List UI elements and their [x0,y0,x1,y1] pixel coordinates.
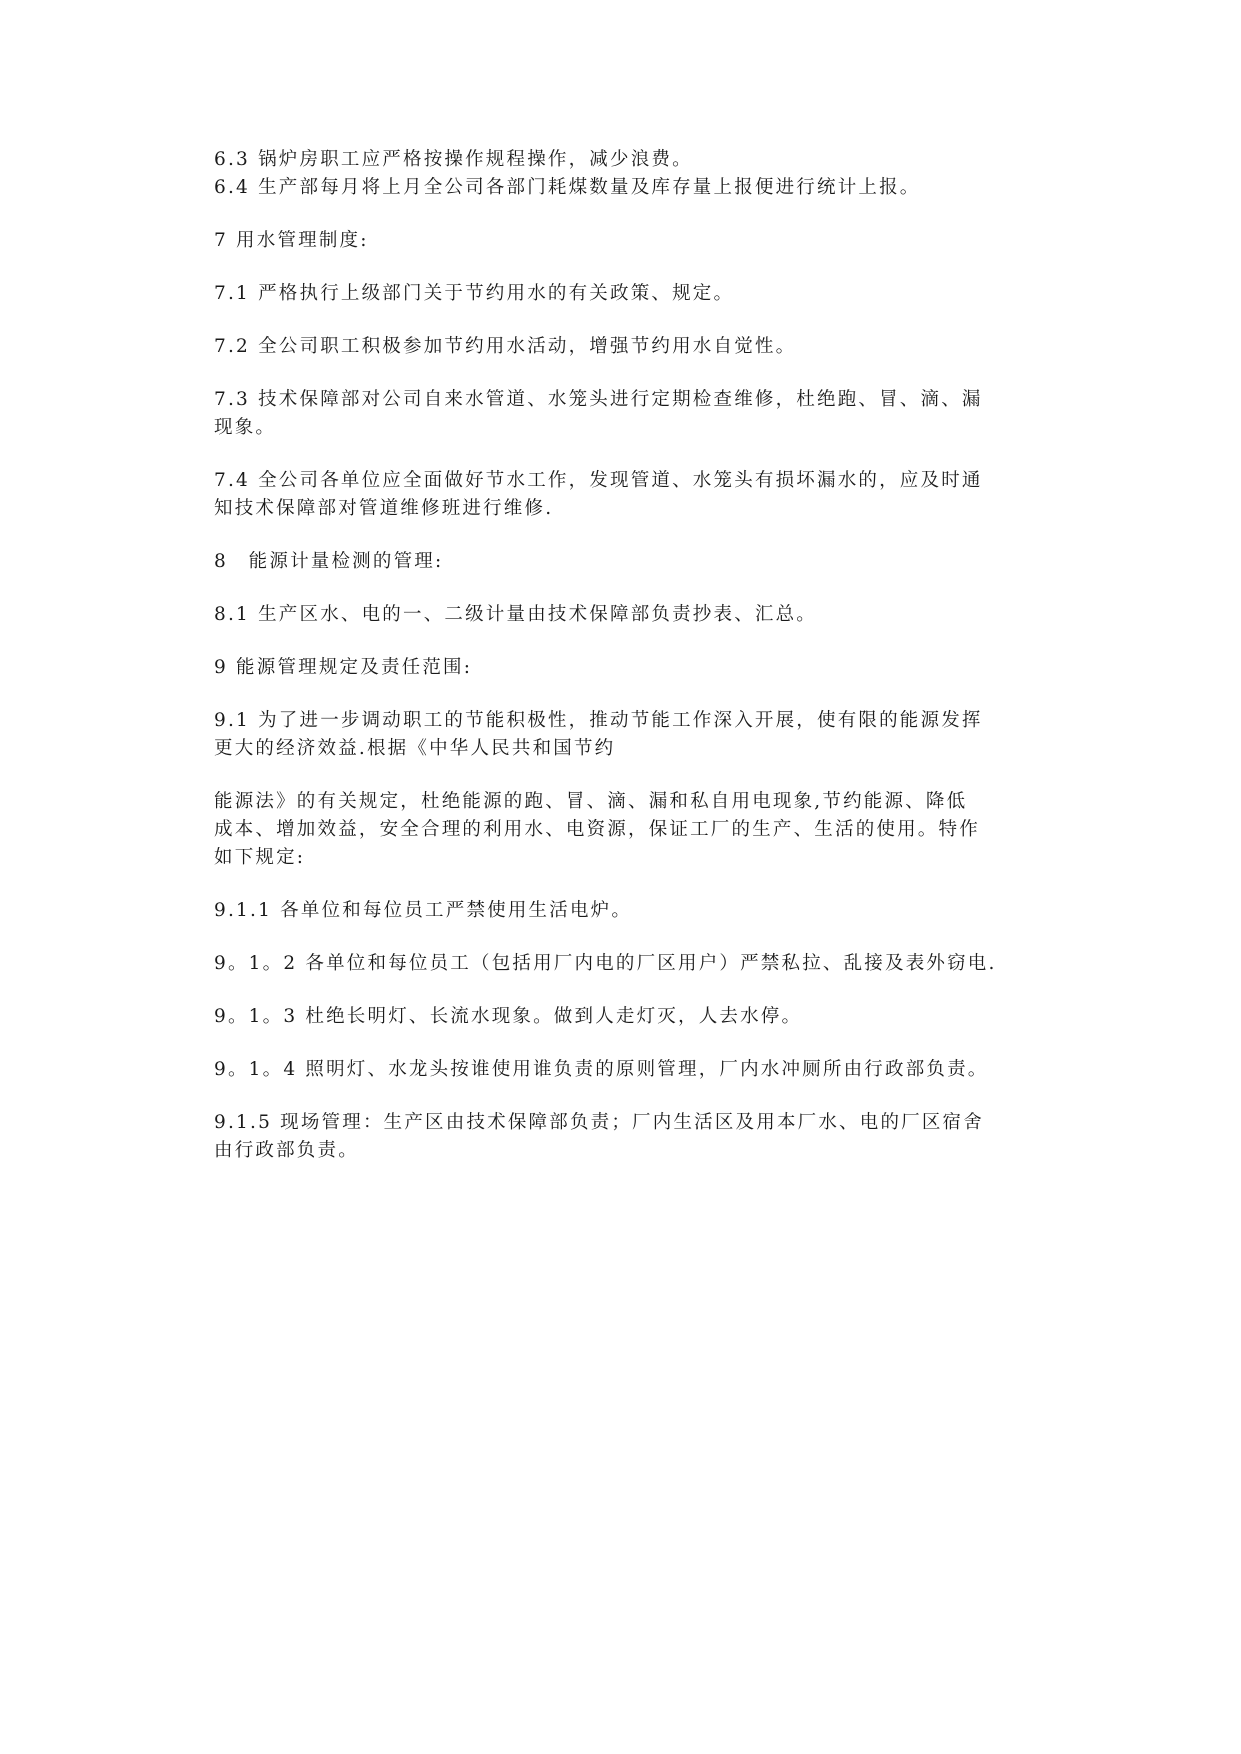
text-line: 9 能源管理规定及责任范围: [214,657,473,678]
paragraph-9-1-1 [214,897,1030,925]
paragraph-9-1-continued [214,788,1030,872]
text-line: 8.1 生产区水、电的一、二级计量由技术保障部负责抄表、汇总。 [214,604,818,625]
section-heading-9 [214,654,1030,682]
paragraph-7-1 [214,280,1030,308]
paragraph-7-4 [214,467,1030,523]
paragraph-6-4 [214,174,1030,202]
section-heading-7 [214,227,1030,255]
text-line: 9.1.5 现场管理：生产区由技术保障部负责；厂内生活区及用本厂水、电的厂区宿舍 [214,1112,984,1133]
text-line: 6.3 锅炉房职工应严格按操作规程操作，减少浪费。 [214,149,693,170]
text-line: 7.1 严格执行上级部门关于节约用水的有关政策、规定。 [214,283,735,304]
text-line: 现象。 [214,417,277,438]
text-line: 9.1 为了进一步调动职工的节能积极性，推动节能工作深入开展，使有限的能源发挥 [214,710,983,731]
text-line: 9。1。3 杜绝长明灯、长流水现象。做到人走灯灭，人去水停。 [214,1006,803,1027]
text-line: 7.4 全公司各单位应全面做好节水工作，发现管道、水笼头有损坏漏水的，应及时通 [214,470,983,491]
paragraph-9-1-3 [214,1003,1030,1031]
text-line: 如下规定: [214,847,306,868]
paragraph-9-1-2 [214,950,1030,978]
text-line: 8 能源计量检测的管理: [214,551,444,572]
text-line: 7 用水管理制度: [214,230,369,251]
text-line: 能源法》的有关规定，杜绝能源的跑、冒、滴、漏和私自用电现象,节约能源、降低 [214,791,968,812]
text-line: 7.3 技术保障部对公司自来水管道、水笼头进行定期检查维修，杜绝跑、冒、滴、漏 [214,389,983,410]
text-line: 更大的经济效益.根据《中华人民共和国节约 [214,738,616,759]
paragraph-9-1-5 [214,1109,1030,1165]
text-line: 9。1。4 照明灯、水龙头按谁使用谁负责的原则管理，厂内水冲厕所由行政部负责。 [214,1059,989,1080]
paragraph-9-1-4 [214,1056,1030,1084]
text-line: 6.4 生产部每月将上月全公司各部门耗煤数量及库存量上报便进行统计上报。 [214,177,921,198]
text-line: 7.2 全公司职工积极参加节约用水活动，增强节约用水自觉性。 [214,336,797,357]
document-body [214,146,1030,1190]
paragraph-7-2 [214,333,1030,361]
text-line: 成本、增加效益，安全合理的利用水、电资源，保证工厂的生产、生活的使用。特作 [214,819,980,840]
paragraph-6-3 [214,146,1030,174]
text-line: 9。1。2 各单位和每位员工（包括用厂内电的厂区用户）严禁私拉、乱接及表外窃电. [214,953,997,974]
text-line: 知技术保障部对管道维修班进行维修. [214,498,554,519]
text-line: 9.1.1 各单位和每位员工严禁使用生活电炉。 [214,900,633,921]
section-heading-8 [214,548,1030,576]
text-line: 由行政部负责。 [214,1140,359,1161]
paragraph-8-1 [214,601,1030,629]
paragraph-7-3 [214,386,1030,442]
paragraph-9-1 [214,707,1030,763]
